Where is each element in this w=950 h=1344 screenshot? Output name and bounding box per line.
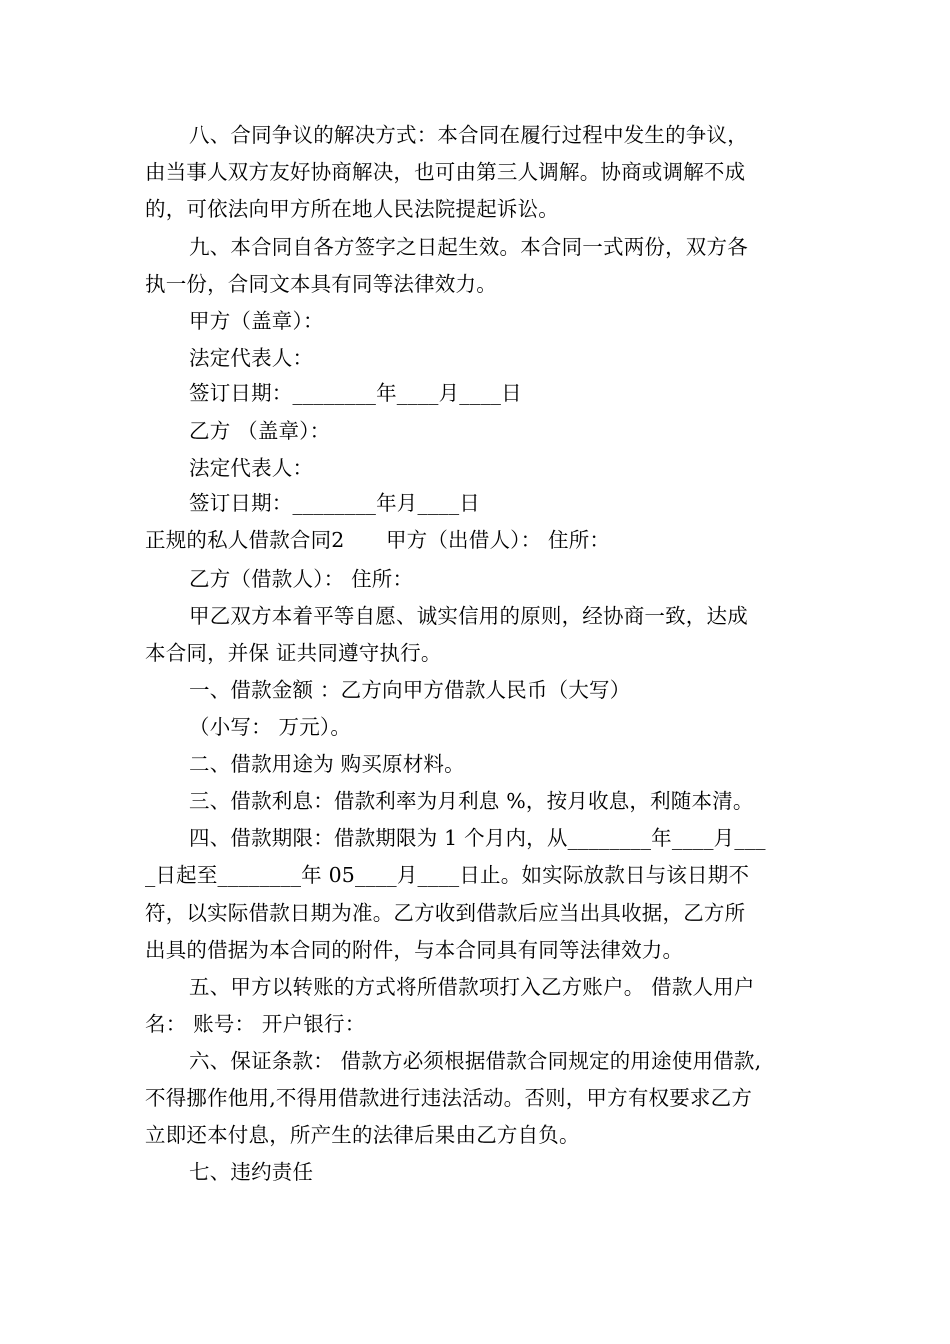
borrower-line: 乙方（借款人）： 住所： <box>189 567 414 591</box>
party-b-sign-date: 签订日期：________年月____日 <box>189 491 480 515</box>
loan-interest: 三、借款利息：借款利率为月利息 %，按月收息，利随本清。 <box>189 789 754 813</box>
clause-9-line-2: 执一份，合同文本具有同等法律效力。 <box>145 272 497 296</box>
party-a-seal: 甲方（盖章）： <box>189 309 324 333</box>
guarantee-line-3: 立即还本付息，所产生的法律后果由乙方自负。 <box>145 1123 580 1147</box>
party-b-seal: 乙方 （盖章）： <box>189 419 331 443</box>
clause-8-line-2: 由当事人双方友好协商解决，也可由第三人调解。协商或调解不成 <box>145 160 746 184</box>
loan-term-line-2: _日起至________年 05____月____日止。如实际放款日与该日期不 <box>145 863 750 887</box>
party-a-representative: 法定代表人： <box>189 346 314 370</box>
party-a-sign-date: 签订日期：________年____月____日 <box>189 381 522 405</box>
contract-2-heading: 正规的私人借款合同2 甲方（出借人）： 住所： <box>145 528 611 552</box>
party-b-representative: 法定代表人： <box>189 456 314 480</box>
loan-purpose: 二、借款用途为 购买原材料。 <box>189 752 465 776</box>
guarantee-line-1: 六、保证条款： 借款方必须根据借款合同规定的用途使用借款, <box>189 1049 762 1073</box>
breach-heading: 七、违约责任 <box>189 1160 314 1184</box>
loan-amount-line-1: 一、借款金额 ：乙方向甲方借款人民币（大写） <box>189 678 631 702</box>
loan-term-line-1: 四、借款期限：借款期限为 1 个月内，从________年____月___ <box>189 826 766 850</box>
transfer-line-1: 五、甲方以转账的方式将所借款项打入乙方账户。 借款人用户 <box>189 975 755 999</box>
preamble-line-1: 甲乙双方本着平等自愿、诚实信用的原则，经协商一致，达成 <box>189 604 748 628</box>
loan-amount-line-2: （小写： 万元）。 <box>189 715 352 739</box>
loan-term-line-4: 出具的借据为本合同的附件，与本合同具有同等法律效力。 <box>145 938 684 962</box>
clause-9-line-1: 九、本合同自各方签字之日起生效。本合同一式两份，双方各 <box>189 235 748 259</box>
clause-8-line-1: 八、合同争议的解决方式：本合同在履行过程中发生的争议， <box>189 123 748 147</box>
loan-term-line-3: 符，以实际借款日期为准。乙方收到借款后应当出具收据，乙方所 <box>145 901 746 925</box>
guarantee-line-2: 不得挪作他用,不得用借款进行违法活动。否则，甲方有权要求乙方 <box>145 1086 753 1110</box>
clause-8-line-3: 的，可依法向甲方所在地人民法院提起诉讼。 <box>145 197 559 221</box>
transfer-line-2: 名： 账号： 开户银行： <box>145 1012 366 1036</box>
preamble-line-2: 本合同，并保 证共同遵守执行。 <box>145 641 442 665</box>
